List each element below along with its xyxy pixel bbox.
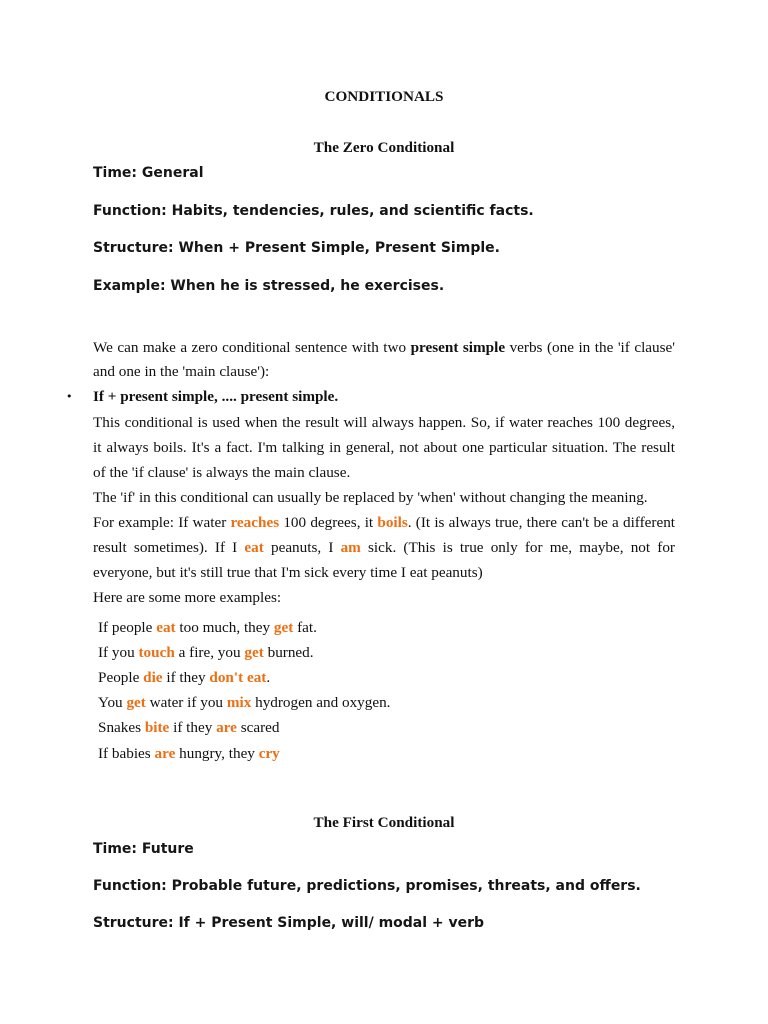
- highlight-verb: touch: [138, 644, 175, 661]
- highlight-verb: mix: [226, 694, 252, 711]
- example-text: hydrogen and oxygen.: [251, 694, 391, 711]
- intro-line-1: [93, 338, 675, 358]
- example-item: [98, 718, 280, 738]
- para2: The 'if' in this conditional can usually be replaced by 'when' without changing the meaning.: [93, 489, 648, 506]
- intro-line-2: and one in the 'main clause'):: [93, 363, 270, 380]
- example-line-3: everyone, but it's still true that I'm sick every time I eat peanuts): [93, 564, 483, 581]
- zero-conditional-heading: The Zero Conditional: [313, 139, 455, 156]
- example-text: water if you: [145, 694, 227, 711]
- example-text: If babies: [98, 745, 155, 762]
- first-time: Time: Future: [93, 841, 194, 857]
- example-text: If you: [98, 644, 139, 661]
- example-text: Snakes: [98, 719, 145, 736]
- example-text: .: [266, 669, 271, 686]
- first-conditional-heading: The First Conditional: [313, 814, 455, 831]
- example-item: [98, 643, 314, 663]
- example-text: scared: [236, 719, 280, 736]
- highlight-verb: are: [154, 745, 176, 762]
- highlight-verb: don't eat: [209, 669, 267, 686]
- example-line-1: [93, 513, 675, 533]
- example-text: If people: [98, 619, 157, 636]
- example-text: peanuts, I: [263, 539, 341, 556]
- example-text: result sometimes). If I: [93, 539, 245, 556]
- example-text: People: [98, 669, 144, 686]
- example-text: fat.: [293, 619, 317, 636]
- highlight-verb: are: [216, 719, 237, 736]
- zero-example: Example: When he is stressed, he exercises.: [93, 278, 445, 294]
- more-examples-label: Here are some more examples:: [93, 589, 282, 606]
- first-function: Function: Probable future, predictions, promises, threats, and offers.: [93, 878, 641, 894]
- intro-text: We can make a zero conditional sentence with two: [93, 339, 411, 356]
- highlight-verb: eat: [244, 539, 264, 556]
- highlight-verb: get: [126, 694, 146, 711]
- example-line-2: [93, 538, 675, 558]
- example-text: if they: [162, 669, 210, 686]
- para1-line-3: of the 'if clause' is always the main clause.: [93, 464, 351, 481]
- para1-line-2: it always boils. It's a fact. I'm talking in general, not about one particular situation. The result: [93, 439, 675, 456]
- para1-line-1: This conditional is used when the result will always happen. So, if water reaches 100 degrees,: [93, 414, 675, 431]
- zero-structure: Structure: When + Present Simple, Present Simple.: [93, 240, 500, 256]
- intro-text-end: verbs (one in the 'if clause': [505, 339, 676, 356]
- document-title: CONDITIONALS: [324, 88, 444, 105]
- example-text: a fire, you: [174, 644, 245, 661]
- first-structure: Structure: If + Present Simple, will/ modal + verb: [93, 915, 485, 931]
- example-text: For example: If water: [93, 514, 231, 531]
- example-text: if they: [169, 719, 217, 736]
- highlight-verb: eat: [156, 619, 176, 636]
- intro-bold-term: present simple: [410, 339, 506, 356]
- highlight-verb: bite: [144, 719, 170, 736]
- zero-time: Time: General: [93, 165, 204, 181]
- highlight-verb: boils: [377, 514, 408, 531]
- example-text: hungry, they: [175, 745, 259, 762]
- highlight-verb: die: [143, 669, 163, 686]
- example-item: [98, 693, 390, 713]
- highlight-verb: cry: [258, 745, 280, 762]
- highlight-verb: reaches: [230, 514, 280, 531]
- example-text: burned.: [263, 644, 314, 661]
- example-item: [98, 618, 317, 638]
- zero-function: Function: Habits, tendencies, rules, and scientific facts.: [93, 203, 534, 219]
- highlight-verb: get: [244, 644, 264, 661]
- example-item: [98, 668, 270, 688]
- example-text: . (It is always true, there can't be a different: [407, 514, 676, 531]
- example-text: too much, they: [175, 619, 274, 636]
- example-item: [98, 744, 280, 764]
- example-text: 100 degrees, it: [279, 514, 378, 531]
- highlight-verb: get: [273, 619, 294, 636]
- example-text: You: [98, 694, 127, 711]
- bullet-structure: If + present simple, .... present simple.: [93, 388, 339, 405]
- example-text: sick. (This is true only for me, maybe, not for: [360, 539, 675, 556]
- highlight-verb: am: [340, 539, 361, 556]
- bullet-icon: •: [66, 390, 73, 403]
